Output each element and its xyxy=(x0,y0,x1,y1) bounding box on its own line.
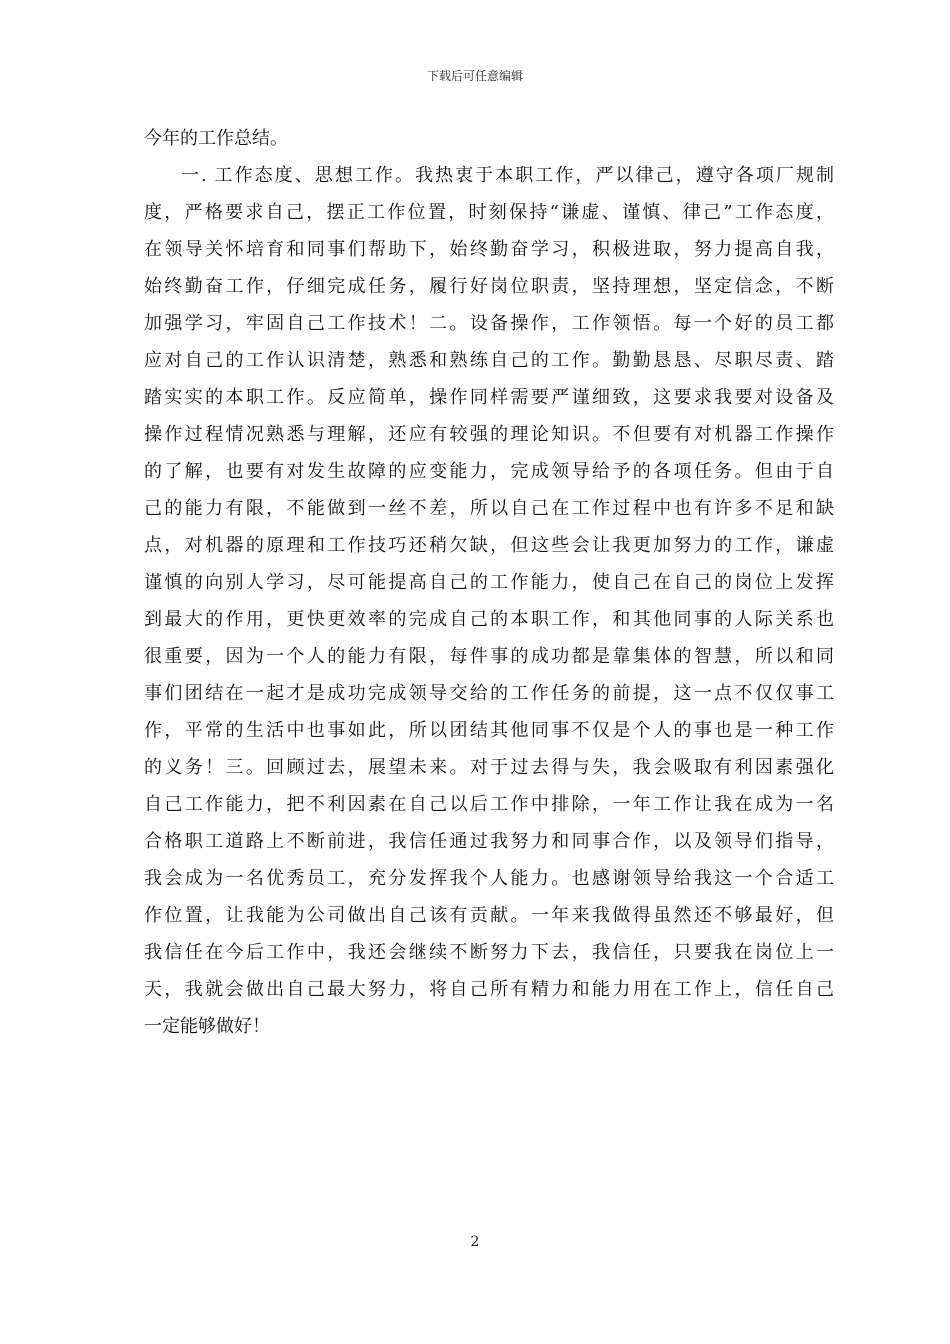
text-line: 我会成为一名优秀员工，充分发挥我个人能力。也感谢领导给我这一个合适工 xyxy=(144,868,834,889)
text-line: 很重要，因为一个人的能力有限，每件事的成功都是靠集体的智慧，所以和同 xyxy=(144,646,834,667)
text-line: 一. 工作态度、思想工作。我热衷于本职工作，严以律己，遵守各项厂规制 xyxy=(181,165,834,186)
text-line: 一定能够做好！ xyxy=(144,1016,270,1037)
text-line: 合格职工道路上不断前进，我信任通过我努力和同事合作，以及领导们指导， xyxy=(144,831,834,852)
text-line: 操作过程情况熟悉与理解，还应有较强的理论知识。不但要有对机器工作操作 xyxy=(144,424,834,445)
text-line: 踏实实的本职工作。反应简单，操作同样需要严谨细致，这要求我要对设备及 xyxy=(144,387,834,408)
page-number: 2 xyxy=(470,1234,480,1250)
text-line: 始终勤奋工作，仔细完成任务，履行好岗位职责，坚持理想，坚定信念，不断 xyxy=(144,276,834,297)
text-line: 自己工作能力，把不利因素在自己以后工作中排除，一年工作让我在成为一名 xyxy=(144,794,834,815)
text-line: 在领导关怀培育和同事们帮助下，始终勤奋学习，积极进取，努力提高自我， xyxy=(144,239,834,260)
text-line: 点，对机器的原理和工作技巧还稍欠缺，但这些会让我更加努力的工作，谦虚 xyxy=(144,535,834,556)
text-line: 应对自己的工作认识清楚，熟悉和熟练自己的工作。勤勤恳恳、尽职尽责、踏 xyxy=(144,350,834,371)
text-line: 事们团结在一起才是成功完成领导交给的工作任务的前提，这一点不仅仅事工 xyxy=(144,683,834,704)
text-line: 到最大的作用，更快更效率的完成自己的本职工作，和其他同事的人际关系也 xyxy=(144,609,834,630)
text-line: 谨慎的向别人学习，尽可能提高自己的工作能力，使自己在自己的岗位上发挥 xyxy=(144,572,834,593)
text-line: 的义务！三。回顾过去，展望未来。对于过去得与失，我会吸取有利因素强化 xyxy=(144,757,834,778)
text-line: 的了解，也要有对发生故障的应变能力，完成领导给予的各项任务。但由于自 xyxy=(144,461,834,482)
document-body xyxy=(144,120,834,1045)
text-line: 加强学习，牢固自己工作技术！二。设备操作，工作领悟。每一个好的员工都 xyxy=(144,313,834,334)
page-header-note: 下载后可任意编辑 xyxy=(426,69,523,83)
text-line: 天，我就会做出自己最大努力，将自己所有精力和能力用在工作上，信任自己 xyxy=(144,979,834,1000)
text-line: 作，平常的生活中也事如此，所以团结其他同事不仅是个人的事也是一种工作 xyxy=(144,720,834,741)
text-line: 作位置，让我能为公司做出自己该有贡献。一年来我做得虽然还不够最好，但 xyxy=(144,905,834,926)
text-line: 我信任在今后工作中，我还会继续不断努力下去，我信任，只要我在岗位上一 xyxy=(144,942,834,963)
text-line: 今年的工作总结。 xyxy=(144,128,288,149)
text-line: 己的能力有限，不能做到一丝不差，所以自己在工作过程中也有许多不足和缺 xyxy=(144,498,834,519)
text-line: 度，严格要求自己，摆正工作位置，时刻保持“谦虚、谨慎、律己”工作态度， xyxy=(144,202,834,223)
